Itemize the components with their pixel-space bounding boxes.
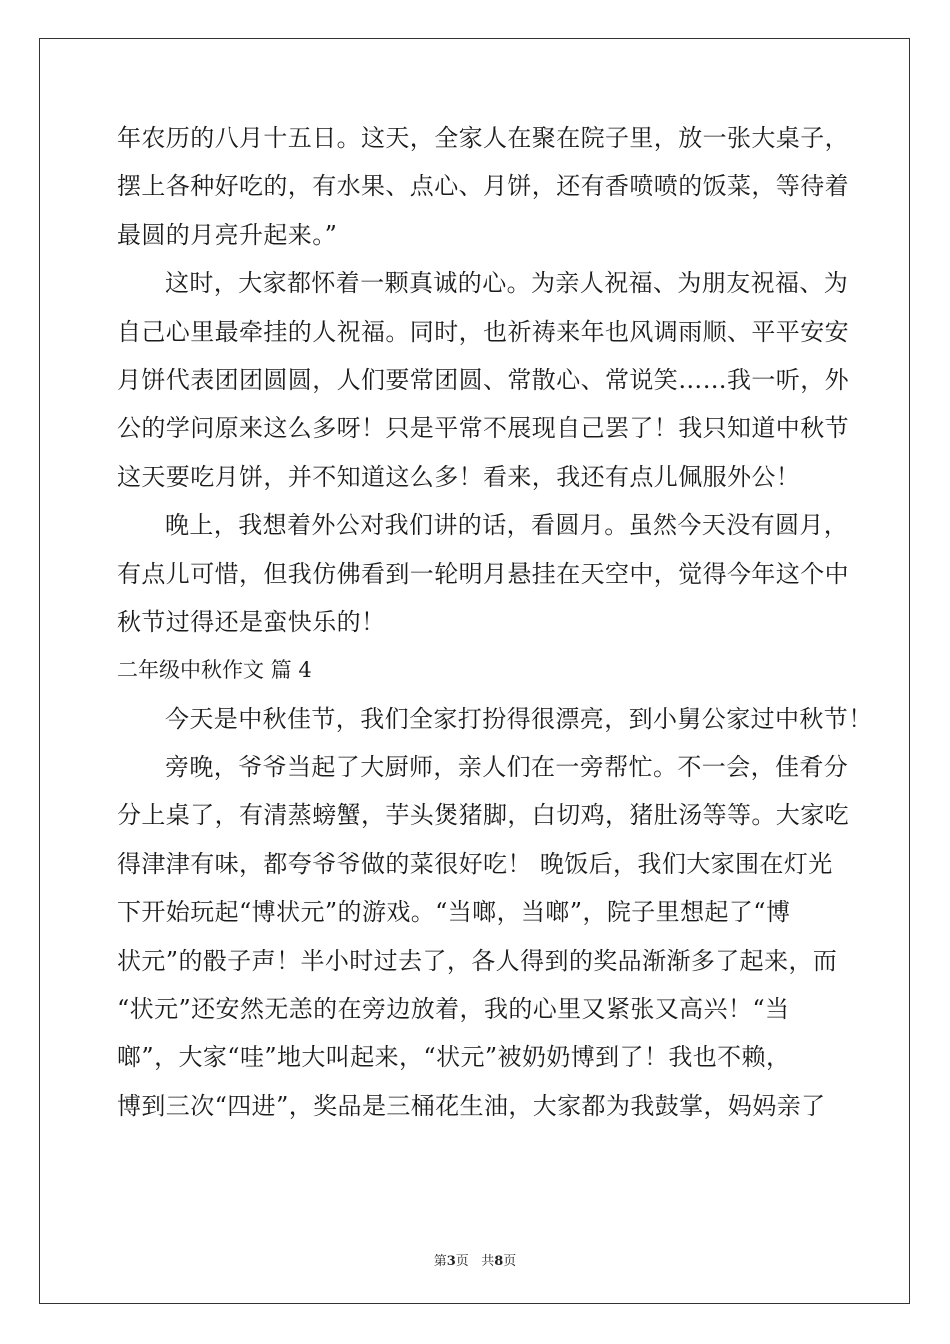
- page-footer: [0, 1250, 950, 1269]
- text-line: 状元”的骰子声！半小时过去了，各人得到的奖品渐渐多了起来，而: [117, 946, 838, 975]
- text-line: 公的学问原来这么多呀！只是平常不展现自己罢了！我只知道中秋节: [117, 414, 849, 443]
- text-line: 啷”，大家“哇”地大叫起来，“状元”被奶奶博到了！我也不赖，: [117, 1043, 791, 1072]
- total-prefix: 共: [481, 1254, 495, 1269]
- text-line: 摆上各种好吃的，有水果、点心、月饼，还有香喷喷的饭菜，等待着: [117, 172, 849, 201]
- text-line: 秋节过得还是蛮快乐的！: [117, 607, 386, 636]
- text-line: 这天要吃月饼，并不知道这么多！看来，我还有点儿佩服外公！: [117, 462, 801, 491]
- text-line: 年农历的八月十五日。这天，全家人在聚在院子里，放一张大桌子，: [117, 124, 849, 152]
- text-line: 月饼代表团团圆圆，人们要常团圆、常散心、常说笑……我一听，外: [117, 365, 849, 394]
- page-unit: 页: [455, 1254, 469, 1269]
- text-line: 分上桌了，有清蒸螃蟹，芋头煲猪脚，白切鸡，猪肚汤等等。大家吃: [117, 801, 849, 830]
- page-prefix: 第: [433, 1254, 447, 1269]
- page-current: 3: [446, 1254, 456, 1269]
- paragraph-start-line: 旁晚，爷爷当起了大厨师，亲人们在一旁帮忙。不一会，佳肴分: [165, 753, 849, 782]
- page-total: 8: [494, 1254, 504, 1269]
- text-line: 自己心里最牵挂的人祝福。同时，也祈祷来年也风调雨顺、平平安安: [117, 317, 849, 346]
- text-line: 下开始玩起“博状元”的游戏。“当啷，当啷”，院子里想起了“博: [117, 898, 791, 927]
- text-line: 有点儿可惜，但我仿佛看到一轮明月悬挂在天空中，觉得今年这个中: [117, 559, 849, 588]
- paragraph-start-line: 晚上，我想着外公对我们讲的话，看圆月。虽然今天没有圆月，: [165, 511, 849, 540]
- total-unit: 页: [503, 1254, 517, 1269]
- text-line: “状元”还安然无恙的在旁边放着，我的心里又紧张又高兴！“当: [117, 995, 790, 1024]
- text-line: 最圆的月亮升起来。”: [117, 220, 338, 249]
- paragraph-start-line: 这时，大家都怀着一颗真诚的心。为亲人祝福、为朋友祝福、为: [165, 269, 849, 298]
- text-line: 博到三次“四进”，奖品是三桶花生油，大家都为我鼓掌，妈妈亲了: [117, 1091, 826, 1120]
- text-line: 得津津有味，都夸爷爷做的菜很好吃！ 晚饭后，我们大家围在灯光: [117, 849, 833, 878]
- paragraph-start-line: 今天是中秋佳节，我们全家打扮得很漂亮，到小舅公家过中秋节！: [165, 704, 873, 733]
- section-heading: 二年级中秋作文 篇 4: [117, 658, 312, 683]
- document-body: [117, 124, 873, 1142]
